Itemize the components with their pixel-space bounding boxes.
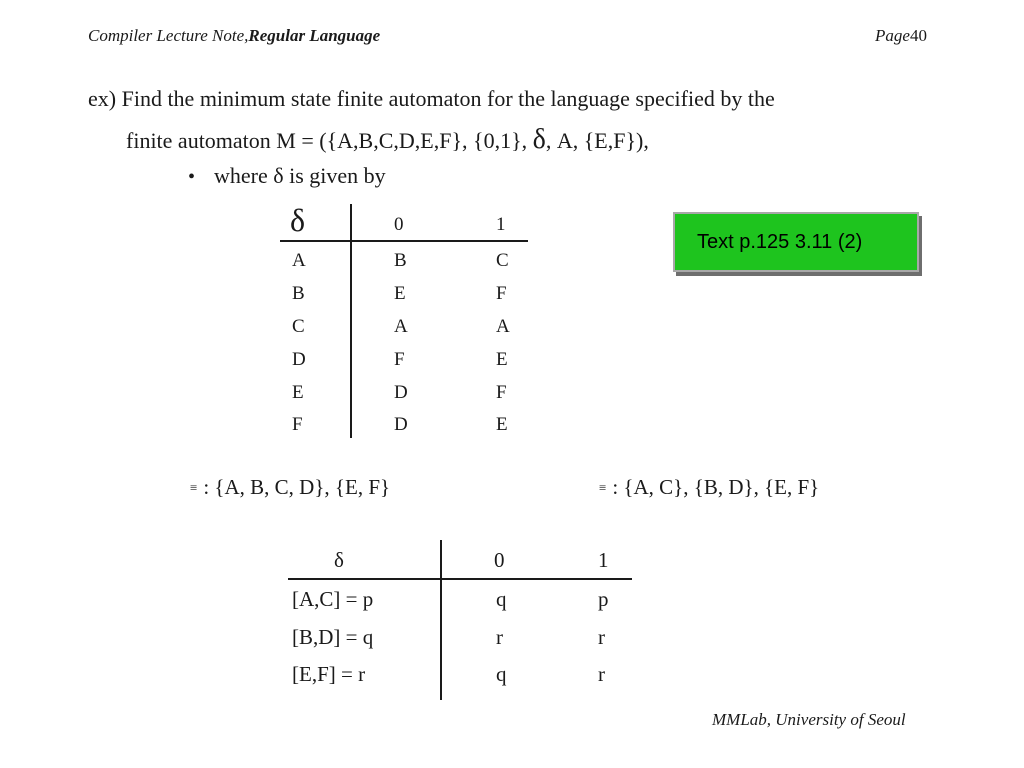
table-row-state: [B,D] = q: [292, 625, 374, 649]
table-row-on-1: r: [598, 662, 605, 686]
problem-line-2-prefix: finite automaton M = ({A,B,C,D,E,F}, {0,1},: [126, 128, 533, 153]
table-header-0: 0: [494, 548, 505, 572]
header-page: [875, 26, 927, 46]
course-name: Compiler Lecture Note,: [88, 26, 249, 45]
table-header-rule: [280, 240, 528, 242]
table-row-on-0: A: [394, 316, 408, 337]
table-row-state: B: [292, 283, 305, 304]
table-row-on-1: r: [598, 625, 605, 649]
table-row-state: [A,C] = p: [292, 587, 374, 611]
equivalence-icon: ≡: [599, 480, 607, 495]
problem-line-1: ex) Find the minimum state finite automaton for the language specified by the: [88, 86, 775, 111]
table-row-state: E: [292, 382, 304, 403]
topic-name: Regular Language: [248, 26, 381, 45]
table-row-on-0: E: [394, 283, 406, 304]
table-row-state: [E,F] = r: [292, 662, 366, 686]
page-label: Page: [875, 26, 910, 45]
table-vertical-rule: [440, 540, 442, 700]
table-row-on-0: r: [496, 625, 503, 649]
table-header-delta: δ: [334, 548, 344, 572]
equivalence-icon: ≡: [190, 480, 198, 495]
table-row-on-0: q: [496, 587, 507, 611]
minimized-table: [288, 540, 634, 700]
table-row-on-0: D: [394, 414, 408, 435]
textbook-reference-badge: [673, 212, 919, 272]
table-row-on-0: B: [394, 250, 407, 271]
partition-first: [190, 475, 390, 500]
transition-table: [280, 204, 530, 438]
partition-first-text: : {A, B, C, D}, {E, F}: [203, 475, 391, 499]
table-row-on-1: p: [598, 587, 609, 611]
table-row-on-0: D: [394, 382, 408, 403]
badge-label: Text p.125 3.11 (2): [697, 231, 863, 253]
table-header-delta: δ: [290, 202, 306, 238]
table-row-on-0: q: [496, 662, 507, 686]
table-row-on-1: C: [496, 250, 509, 271]
table-row-on-0: F: [394, 349, 405, 370]
table-row-on-1: F: [496, 283, 507, 304]
table-header-rule: [288, 578, 632, 580]
table-header-0: 0: [394, 214, 404, 235]
bullet-icon: •: [188, 166, 196, 188]
partition-second: [599, 475, 819, 500]
bullet-text: where δ is given by: [214, 163, 386, 188]
table-header-1: 1: [496, 214, 506, 235]
table-row-state: C: [292, 316, 305, 337]
problem-line-2-suffix: , A, {E,F}),: [545, 128, 649, 153]
table-row-on-1: F: [496, 382, 507, 403]
table-row-on-1: A: [496, 316, 510, 337]
table-row-on-1: E: [496, 349, 508, 370]
header-course-title: [88, 26, 380, 46]
footer-affiliation: MMLab, University of Seoul: [712, 710, 906, 729]
table-row-on-1: E: [496, 414, 508, 435]
table-header-1: 1: [598, 548, 609, 572]
partition-second-text: : {A, C}, {B, D}, {E, F}: [612, 475, 820, 499]
problem-line-2: [126, 124, 649, 156]
table-row-state: D: [292, 349, 306, 370]
table-row-state: A: [292, 250, 306, 271]
delta-symbol: δ: [532, 124, 546, 155]
page-number: 40: [909, 26, 927, 45]
table-row-state: F: [292, 414, 303, 435]
